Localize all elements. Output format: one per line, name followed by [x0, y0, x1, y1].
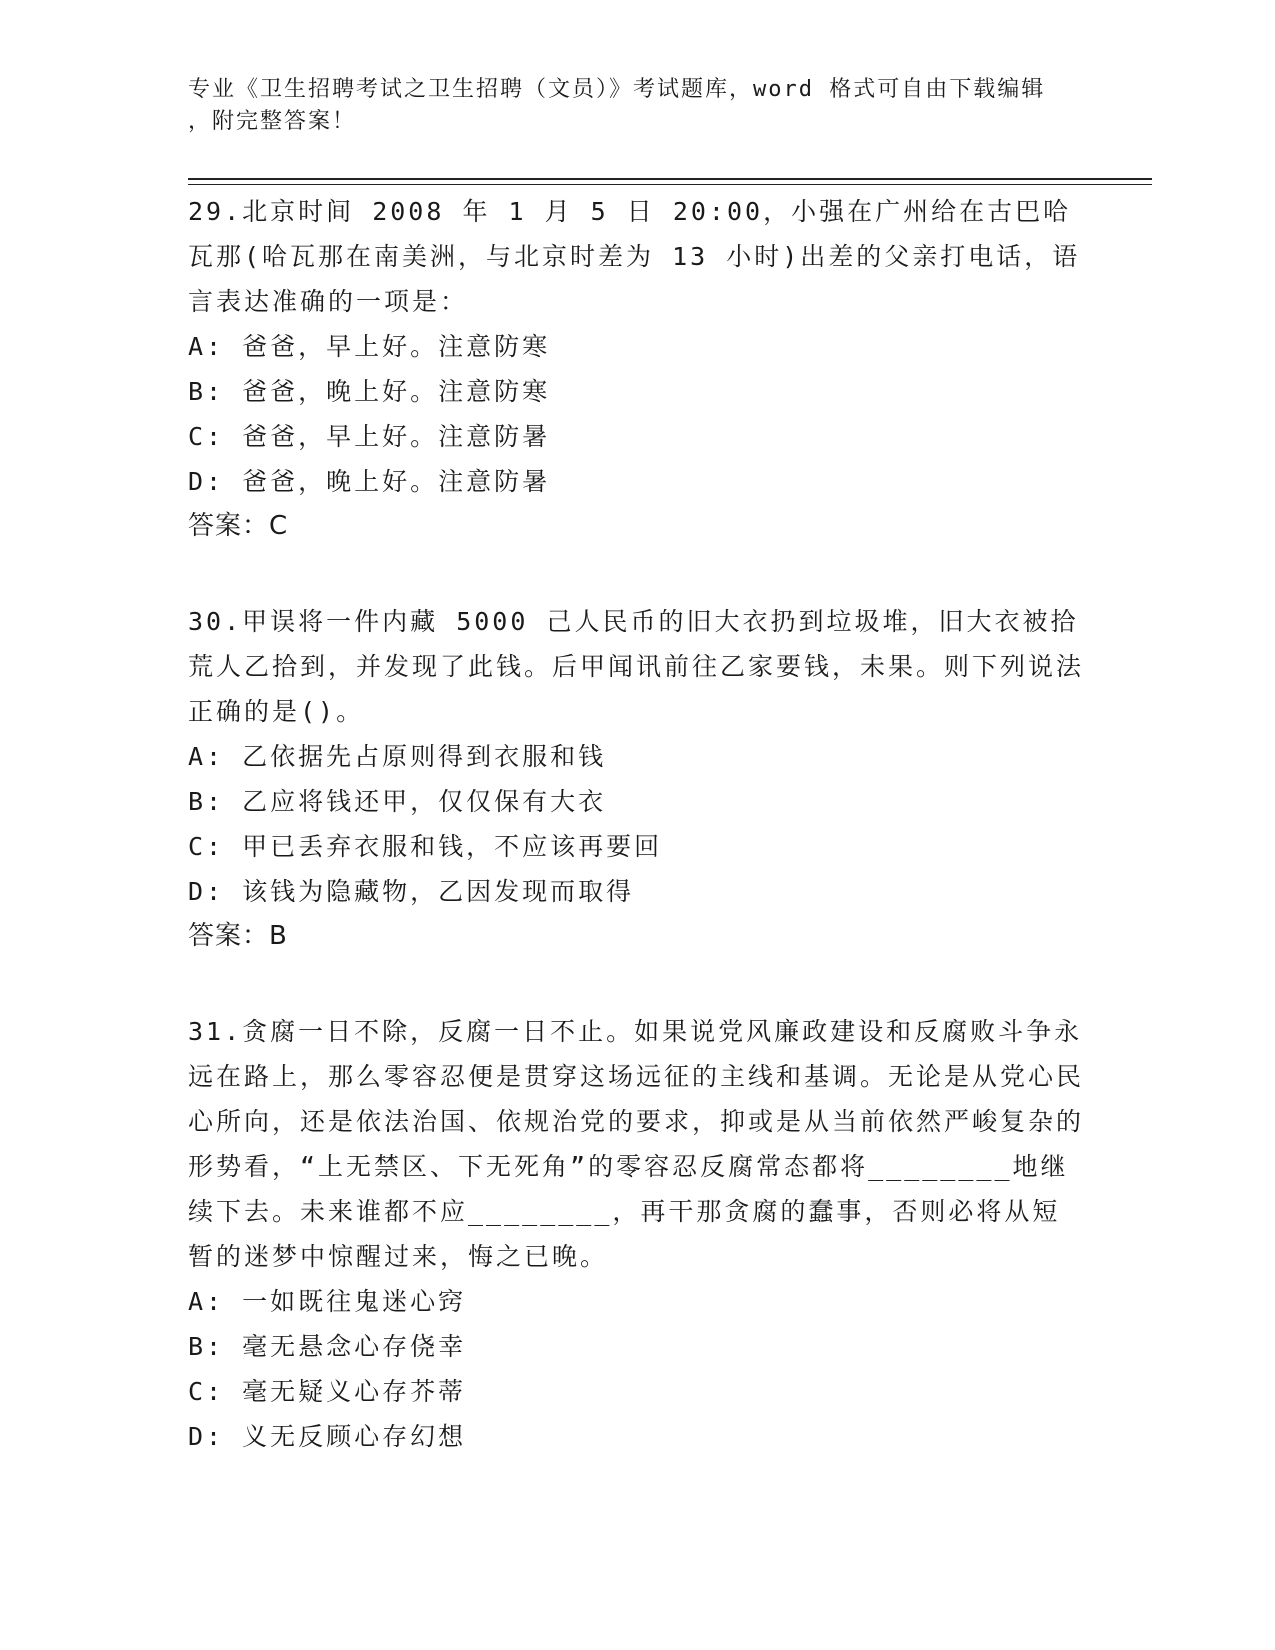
header-line-2: ，附完整答案！: [188, 109, 357, 134]
option-d: D: 爸爸，晚上好。注意防暑: [188, 467, 551, 496]
header-rule-thick: [188, 178, 1152, 180]
question-31: [188, 1009, 1088, 1459]
option-b: B: 爸爸，晚上好。注意防寒: [188, 377, 551, 406]
question-30: [188, 599, 1088, 959]
option-a: A: 乙依据先占原则得到衣服和钱: [188, 742, 607, 771]
option-c: C: 甲已丢弃衣服和钱，不应该再要回: [188, 832, 663, 861]
header-line-1: 专业《卫生招聘考试之卫生招聘（文员）》考试题库，word 格式可自由下载编辑: [188, 77, 1046, 102]
question-stem: 29.北京时间 2008 年 1 月 5 日 20:00，小强在广州给在古巴哈瓦那(哈瓦那在南美洲，与北京时差为 13 小时)出差的父亲打电话，语言表达准确的一项是：: [188, 197, 1081, 316]
option-b: B: 乙应将钱还甲，仅仅保有大衣: [188, 787, 607, 816]
option-a: A: 爸爸，早上好。注意防寒: [188, 332, 551, 361]
question-stem: 31.贪腐一日不除，反腐一日不止。如果说党风廉政建设和反腐败斗争永远在路上，那么零容忍便是贯穿这场远征的主线和基调。无论是从党心民心所向，还是依法治国、依规治党的要求，抑或是从当前依然严峻复杂的形势看，“上无禁区、下无死角”的零容忍反腐常态都将________地继续下去。未来谁都不应________，再干那贪腐的蠢事，否则必将从短暂的迷梦中惊醒过来，悔之已晚。: [188, 1017, 1085, 1271]
question-stem: 30.甲误将一件内藏 5000 己人民币的旧大衣扔到垃圾堆，旧大衣被拾荒人乙拾到，并发现了此钱。后甲闻讯前往乙家要钱，未果。则下列说法正确的是()。: [188, 607, 1085, 726]
header-rule-thin: [188, 184, 1152, 185]
answer-line: 答案：B: [188, 921, 288, 951]
option-c: C: 爸爸，早上好。注意防暑: [188, 422, 551, 451]
question-29: [188, 189, 1088, 549]
document-header: [188, 74, 1088, 138]
answer-line: 答案：C: [188, 511, 289, 541]
option-c: C: 毫无疑义心存芥蒂: [188, 1377, 467, 1406]
option-a: A: 一如既往鬼迷心窍: [188, 1287, 467, 1316]
option-d: D: 义无反顾心存幻想: [188, 1422, 467, 1451]
option-d: D: 该钱为隐藏物，乙因发现而取得: [188, 877, 635, 906]
option-b: B: 毫无悬念心存侥幸: [188, 1332, 467, 1361]
